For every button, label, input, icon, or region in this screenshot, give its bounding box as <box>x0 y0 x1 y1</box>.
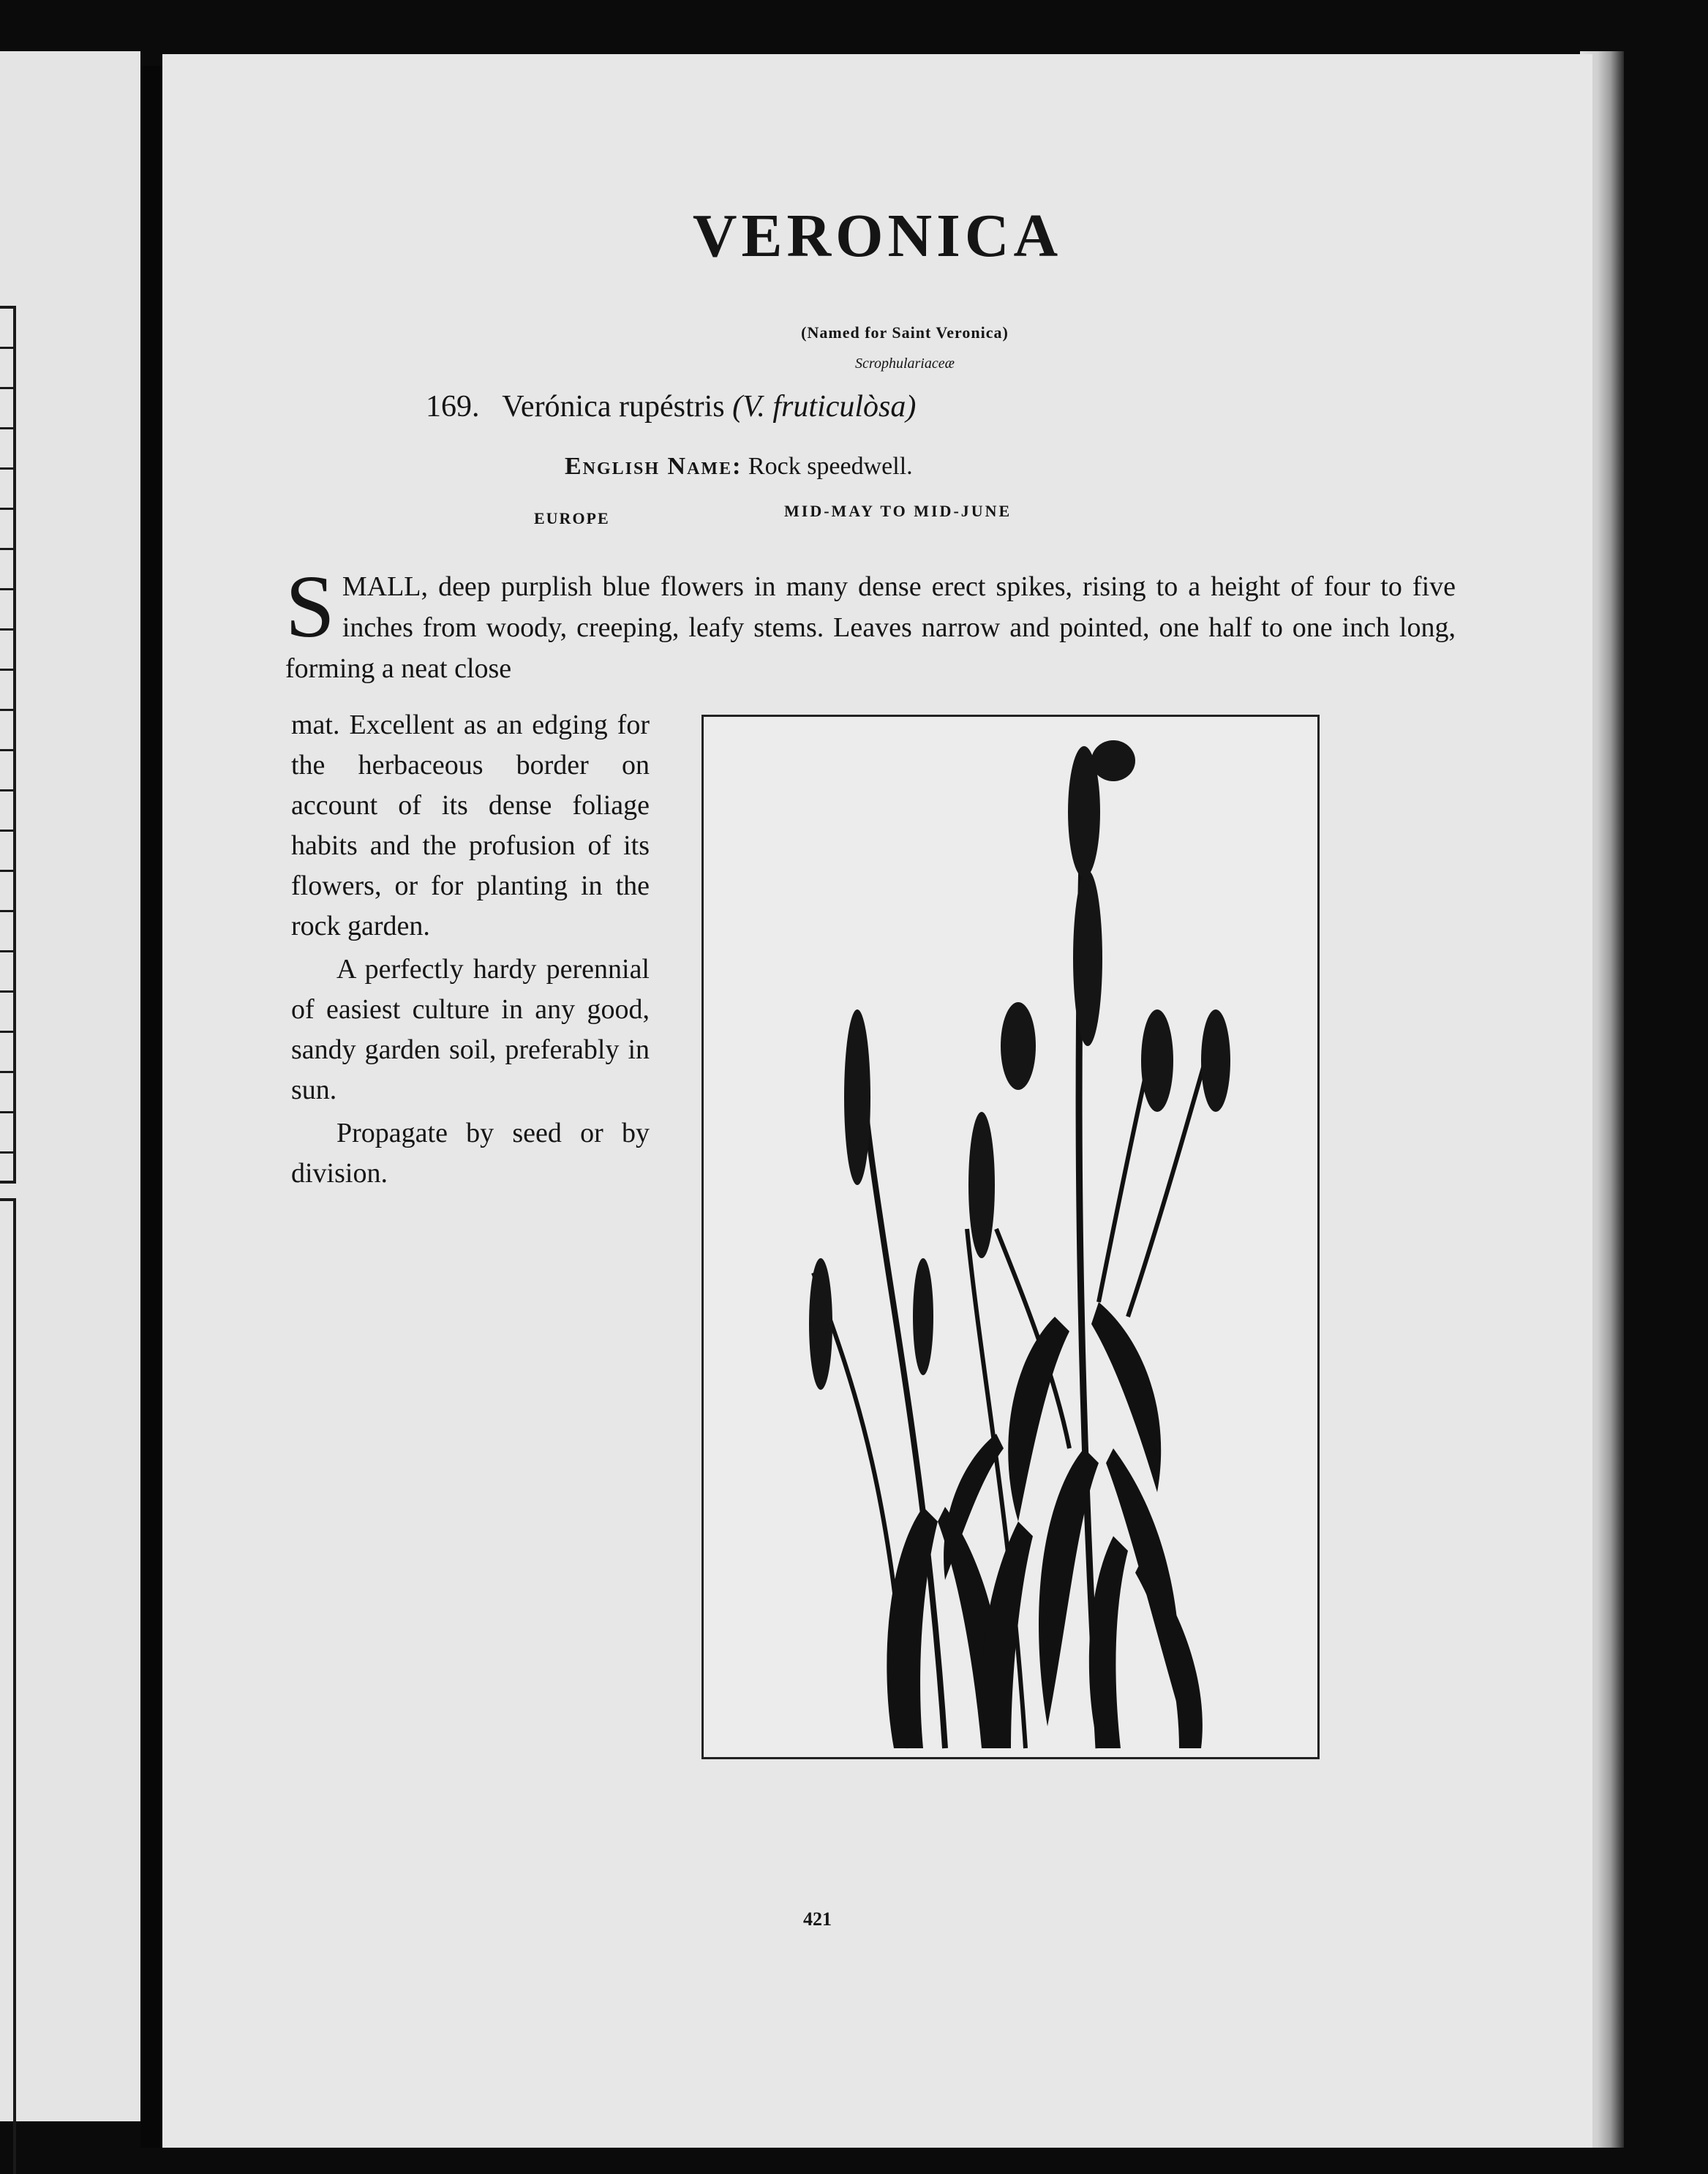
native-region: EUROPE <box>534 509 610 527</box>
english-name-label: English Name: <box>565 453 742 480</box>
species-synonym: (V. fruticulòsa) <box>732 390 917 424</box>
drop-cap: S <box>285 557 335 656</box>
species-line <box>426 389 916 424</box>
family-name: Scrophulariaceæ <box>855 356 955 372</box>
bloom-season: MID-MAY TO MID-JUNE <box>784 502 1012 520</box>
facing-page-table-edge <box>0 306 16 1184</box>
culture-paragraph: A perfectly hardy perennial of easiest culture in any good, sandy garden soil, preferably in sun. <box>291 954 650 1105</box>
species-name: Verónica rupéstris <box>502 390 725 424</box>
book-gutter <box>140 66 162 2148</box>
book-page <box>162 54 1592 2148</box>
plant-illustration-plate <box>701 715 1320 1759</box>
english-name-line <box>565 453 913 481</box>
english-name: Rock speedwell. <box>748 453 913 480</box>
intro-text: MALL, deep purplish blue flowers in many dense erect spikes, rising to a height of four to five inches from woody, creeping, leafy stems. Leaves narrow and pointed, one half to one inch long, forming a neat close <box>285 571 1456 684</box>
intro-paragraph <box>285 557 1456 689</box>
page-number: 421 <box>803 1908 832 1930</box>
facing-page-fragment <box>0 51 140 2121</box>
propagation-paragraph: Propagate by seed or by division. <box>291 1118 650 1189</box>
veronica-plant-illustration <box>704 717 1317 1757</box>
entry-number: 169. <box>426 390 480 424</box>
facing-page-table-edge-lower <box>0 1198 16 2174</box>
side-column <box>291 705 650 1197</box>
named-for-note: (Named for Saint Veronica) <box>801 323 1009 342</box>
genus-title: VERONICA <box>692 202 1063 270</box>
description-paragraph: mat. Excellent as an edging for the herbaceous border on account of its dense foliage habits and the profusion of its flowers, or for planting in the rock garden. <box>291 710 650 941</box>
